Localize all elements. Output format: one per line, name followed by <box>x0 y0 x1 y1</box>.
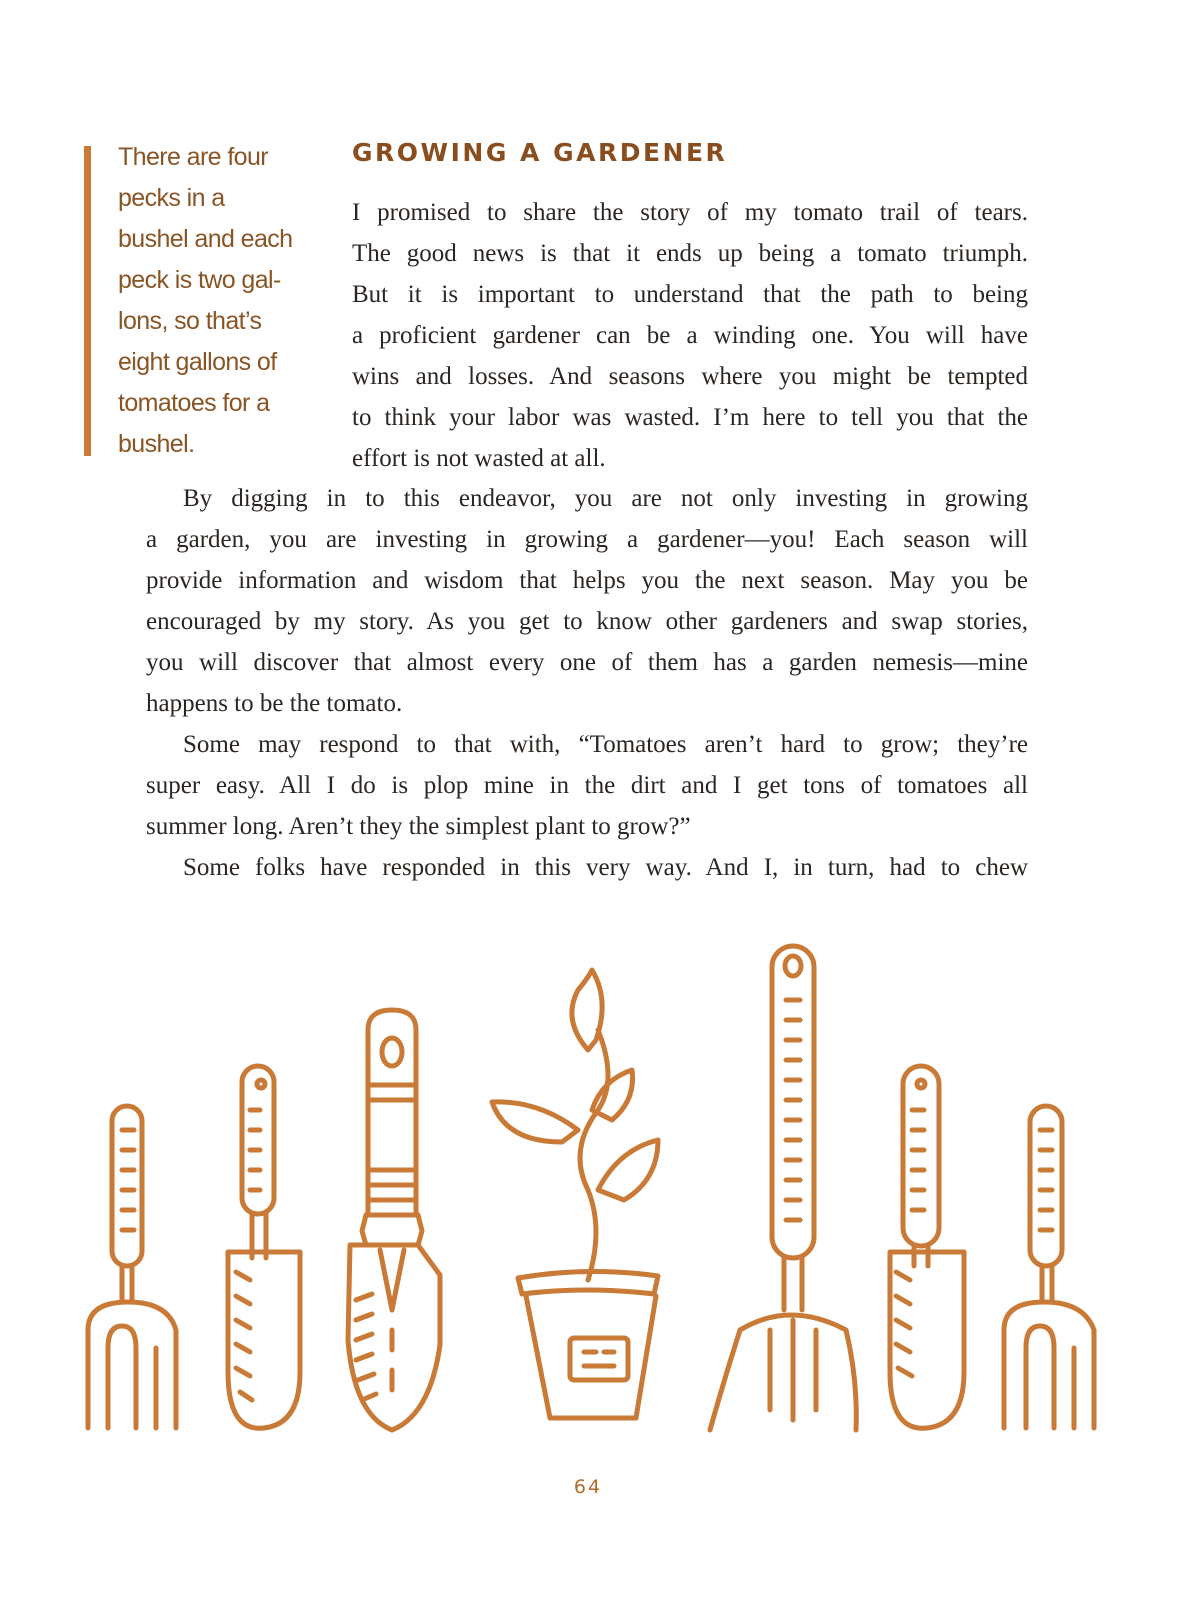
text-line: Some folks have responded in this very way. And I, in turn, had to chew <box>183 854 1028 881</box>
sidebar-line: tomatoes for a <box>118 389 270 417</box>
sidebar-line: bushel. <box>118 430 195 458</box>
text-line: But it is important to understand that the path to being <box>352 281 1028 308</box>
trowel-icon <box>348 1010 440 1430</box>
sidebar-line: pecks in a <box>118 184 225 212</box>
text-line: super easy. All I do is plop mine in the dirt and I get tons of tomatoes all <box>146 772 1028 799</box>
sidebar-line: peck is two gal- <box>118 266 281 294</box>
text-line: happens to be the tomato. <box>146 690 403 717</box>
section-heading: GROWING A GARDENER <box>352 138 728 167</box>
text-line: you will discover that almost every one of them has a garden nemesis—mine <box>146 649 1028 676</box>
text-line: a garden, you are investing in growing a gardener—you! Each season will <box>146 526 1028 553</box>
text-line: encouraged by my story. As you get to know other gardeners and swap stories, <box>146 608 1028 635</box>
sidebar-line: eight gallons of <box>118 348 277 376</box>
text-line: The good news is that it ends up being a tomato triumph. <box>352 240 1028 267</box>
hand-fork-icon <box>1004 1106 1094 1428</box>
hand-fork-icon <box>88 1106 176 1428</box>
hand-trowel-icon <box>228 1066 300 1428</box>
text-line: Some may respond to that with, “Tomatoes aren’t hard to grow; they’re <box>183 731 1028 758</box>
sidebar-line: bushel and each <box>118 225 293 253</box>
text-line: provide information and wisdom that helps you the next season. May you be <box>146 567 1028 594</box>
text-line: By digging in to this endeavor, you are not only investing in growing <box>183 485 1028 512</box>
page-number: 64 <box>573 1476 603 1498</box>
garden-fork-icon <box>710 946 856 1430</box>
text-line: to think your labor was wasted. I’m here to tell you that the <box>352 404 1028 431</box>
text-line: wins and losses. And seasons where you might be tempted <box>352 363 1028 390</box>
potted-seedling-icon <box>492 970 658 1418</box>
text-line: effort is not wasted at all. <box>352 445 606 472</box>
text-line: summer long. Aren’t they the simplest plant to grow?” <box>146 813 691 840</box>
text-line: a proficient gardener can be a winding one. You will have <box>352 322 1028 349</box>
hand-trowel-icon <box>890 1066 964 1428</box>
sidebar-line: There are four <box>118 143 269 171</box>
sidebar-line: lons, so that’s <box>118 307 262 335</box>
text-line: I promised to share the story of my tomato trail of tears. <box>352 199 1028 226</box>
